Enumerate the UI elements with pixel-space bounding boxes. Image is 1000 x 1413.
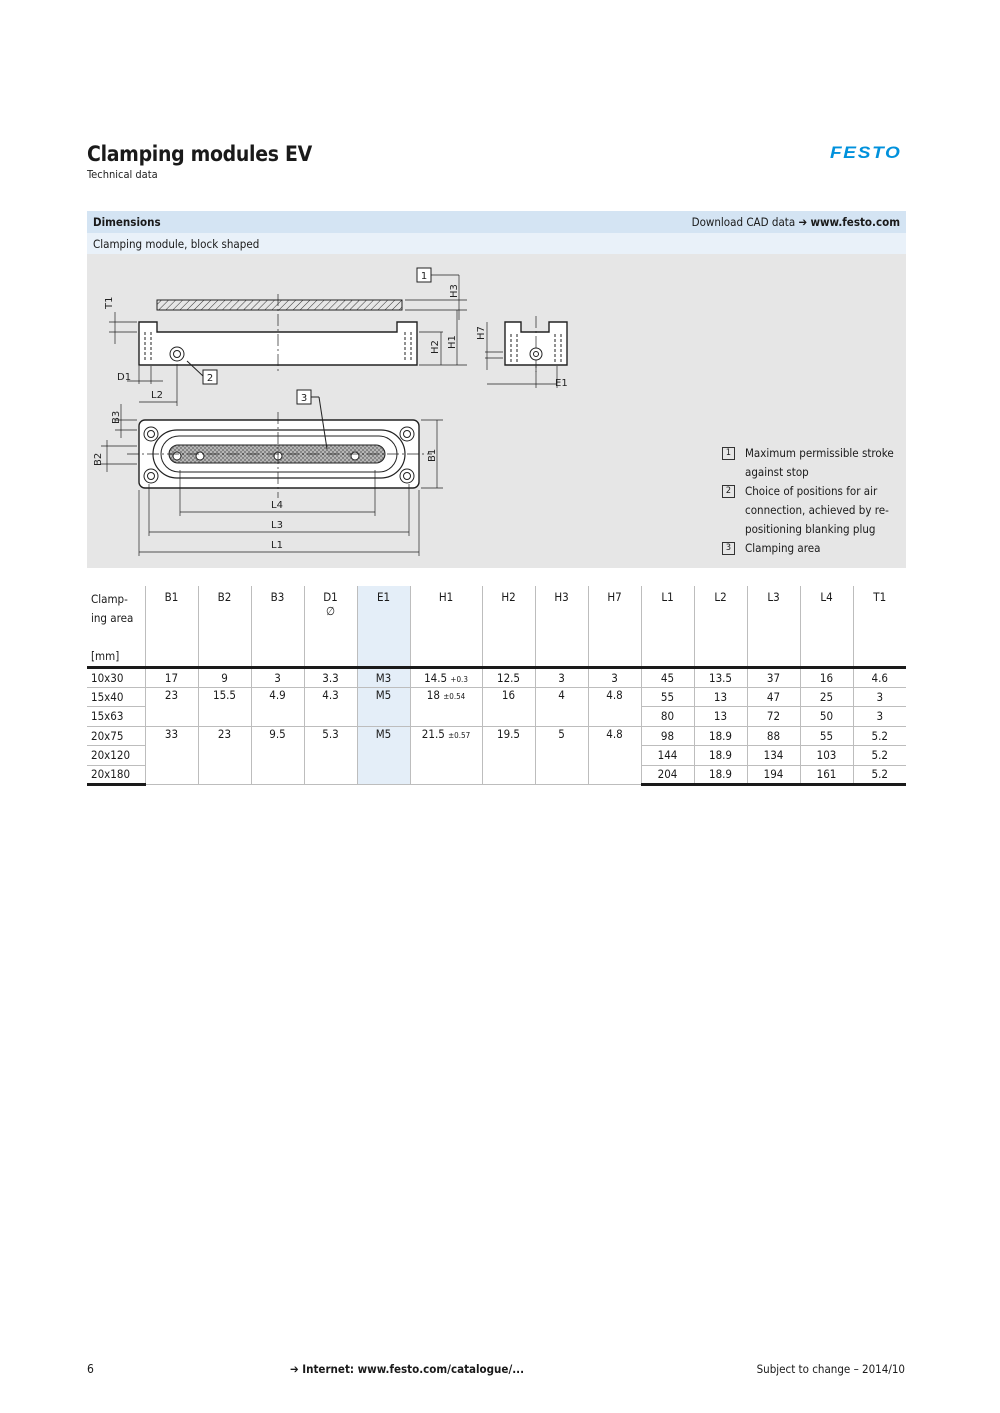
cad-link[interactable]: www.festo.com <box>810 215 900 229</box>
header-h2: H2 <box>482 586 535 668</box>
header-t1: T1 <box>853 586 906 668</box>
cell-area: 20x120 <box>87 746 145 766</box>
legend-num: 3 <box>722 542 735 555</box>
legend-item <box>722 482 902 539</box>
label-t1: T1 <box>104 296 115 309</box>
label-h3: H3 <box>449 284 460 298</box>
h1-tolerance: +0.3 <box>450 674 468 684</box>
header-d1 <box>304 586 357 668</box>
cell-l1: 204 <box>641 765 694 785</box>
label-h7: H7 <box>476 326 487 340</box>
header-b2: B2 <box>198 586 251 668</box>
cell-l1: 144 <box>641 746 694 766</box>
cell-area: 15x40 <box>87 687 145 707</box>
cell-area: 20x180 <box>87 765 145 785</box>
callout-1: 1 <box>420 271 428 282</box>
festo-logo: FESTO <box>830 143 902 162</box>
dimensions-header <box>87 211 906 233</box>
footer-change-note: Subject to change – 2014/10 <box>756 1362 905 1376</box>
label-e1: E1 <box>555 378 568 389</box>
header-h3: H3 <box>535 586 588 668</box>
callout-2: 2 <box>206 373 214 384</box>
header-b1: B1 <box>145 586 198 668</box>
cell-l3: 47 <box>747 687 800 707</box>
label-b2: B2 <box>93 452 104 466</box>
cell-b1: 17 <box>145 668 198 688</box>
label-l1: L1 <box>271 540 283 551</box>
cell-l4: 50 <box>800 707 853 727</box>
cell-l2: 18.9 <box>694 746 747 766</box>
cell-b2: 15.5 <box>198 687 251 726</box>
cell-l1: 98 <box>641 726 694 746</box>
legend-num: 2 <box>722 485 735 498</box>
cell-l2: 13 <box>694 707 747 727</box>
cell-l3: 37 <box>747 668 800 688</box>
arrow-right-icon: ➔ <box>290 1362 299 1376</box>
cell-d1: 5.3 <box>304 726 357 785</box>
legend-text: Maximum permissible stroke against stop <box>745 446 894 479</box>
cell-h2: 16 <box>482 687 535 726</box>
cell-e1: M5 <box>357 687 410 726</box>
footer-link-text: Internet: www.festo.com/catalogue/... <box>298 1362 525 1376</box>
cell-l1: 80 <box>641 707 694 727</box>
cell-l4: 16 <box>800 668 853 688</box>
header-clamping-area <box>87 586 145 668</box>
legend-item <box>722 444 902 482</box>
callout-3: 3 <box>300 393 308 404</box>
cell-l4: 161 <box>800 765 853 785</box>
table-row <box>87 726 906 746</box>
arrow-right-icon: ➔ <box>798 215 808 229</box>
label-h2: H2 <box>430 340 441 354</box>
cell-l3: 88 <box>747 726 800 746</box>
cell-l2: 18.9 <box>694 726 747 746</box>
h1-tolerance: ±0.57 <box>448 730 471 740</box>
header-l3: L3 <box>747 586 800 668</box>
cell-h7: 4.8 <box>588 687 641 726</box>
cell-b3: 4.9 <box>251 687 304 726</box>
cell-h1 <box>410 668 482 688</box>
cell-h1 <box>410 687 482 726</box>
cell-b2: 23 <box>198 726 251 785</box>
cell-h3: 4 <box>535 687 588 726</box>
h1-tolerance: ±0.54 <box>443 691 466 701</box>
diameter-icon: ∅ <box>325 604 335 618</box>
cell-t1: 3 <box>853 687 906 707</box>
h1-value: 14.5 <box>424 670 448 685</box>
cell-e1: M3 <box>357 668 410 688</box>
legend-item <box>722 539 902 558</box>
dimensions-subheading: Clamping module, block shaped <box>87 233 906 254</box>
header-d1-label: D1 <box>323 590 338 604</box>
cell-d1: 4.3 <box>304 687 357 726</box>
cell-l1: 45 <box>641 668 694 688</box>
header-l1: L1 <box>641 586 694 668</box>
legend-text: Choice of positions for air connection, achieved by re-positioning blanking plug <box>745 484 889 536</box>
header-e1: E1 <box>357 586 410 668</box>
cell-b3: 3 <box>251 668 304 688</box>
header-l2: L2 <box>694 586 747 668</box>
header-h7: H7 <box>588 586 641 668</box>
cell-h2: 12.5 <box>482 668 535 688</box>
label-l3: L3 <box>271 520 283 531</box>
table-row <box>87 668 906 688</box>
cell-t1: 3 <box>853 707 906 727</box>
cell-h3: 3 <box>535 668 588 688</box>
page-title: Clamping modules EV <box>87 142 312 166</box>
header-l4: L4 <box>800 586 853 668</box>
cell-t1: 4.6 <box>853 668 906 688</box>
cell-l2: 13.5 <box>694 668 747 688</box>
cell-l4: 55 <box>800 726 853 746</box>
technical-drawing <box>87 254 906 568</box>
page-subtitle: Technical data <box>87 168 158 181</box>
cell-h7: 4.8 <box>588 726 641 785</box>
footer-internet-link[interactable] <box>290 1362 524 1376</box>
cell-h7: 3 <box>588 668 641 688</box>
cell-area: 20x75 <box>87 726 145 746</box>
cell-b2: 9 <box>198 668 251 688</box>
cell-b1: 23 <box>145 687 198 726</box>
workpiece-hatch <box>157 300 402 310</box>
cell-h1 <box>410 726 482 785</box>
header-line2: ing area <box>91 611 134 625</box>
cell-l3: 194 <box>747 765 800 785</box>
header-b3: B3 <box>251 586 304 668</box>
label-h1: H1 <box>447 335 458 349</box>
cell-h3: 5 <box>535 726 588 785</box>
cell-t1: 5.2 <box>853 726 906 746</box>
h1-value: 21.5 <box>421 726 445 741</box>
page-number: 6 <box>87 1362 94 1376</box>
cell-l2: 18.9 <box>694 765 747 785</box>
label-d1: D1 <box>117 372 132 383</box>
table-row <box>87 687 906 707</box>
cell-l4: 25 <box>800 687 853 707</box>
cell-area: 10x30 <box>87 668 145 688</box>
cell-l4: 103 <box>800 746 853 766</box>
header-h1: H1 <box>410 586 482 668</box>
cad-prefix: Download CAD data <box>691 215 799 229</box>
cell-h2: 19.5 <box>482 726 535 785</box>
cell-l3: 72 <box>747 707 800 727</box>
header-line1: Clamp- <box>91 592 128 606</box>
label-l4: L4 <box>271 500 283 511</box>
cell-t1: 5.2 <box>853 746 906 766</box>
cell-d1: 3.3 <box>304 668 357 688</box>
label-b1: B1 <box>427 448 438 462</box>
drawing-legend <box>722 444 902 558</box>
dimensions-table <box>87 586 906 786</box>
cell-b1: 33 <box>145 726 198 785</box>
dimensions-label: Dimensions <box>93 215 161 229</box>
cell-e1: M5 <box>357 726 410 785</box>
h1-value: 18 <box>426 687 440 702</box>
cell-b3: 9.5 <box>251 726 304 785</box>
cad-download <box>692 215 900 229</box>
label-b3: B3 <box>111 410 122 424</box>
cell-t1: 5.2 <box>853 765 906 785</box>
legend-num: 1 <box>722 447 735 460</box>
cell-l1: 55 <box>641 687 694 707</box>
cell-l2: 13 <box>694 687 747 707</box>
legend-text: Clamping area <box>745 541 821 555</box>
cell-area: 15x63 <box>87 707 145 727</box>
header-unit: [mm] <box>91 649 120 663</box>
cell-l3: 134 <box>747 746 800 766</box>
label-l2: L2 <box>151 390 163 401</box>
